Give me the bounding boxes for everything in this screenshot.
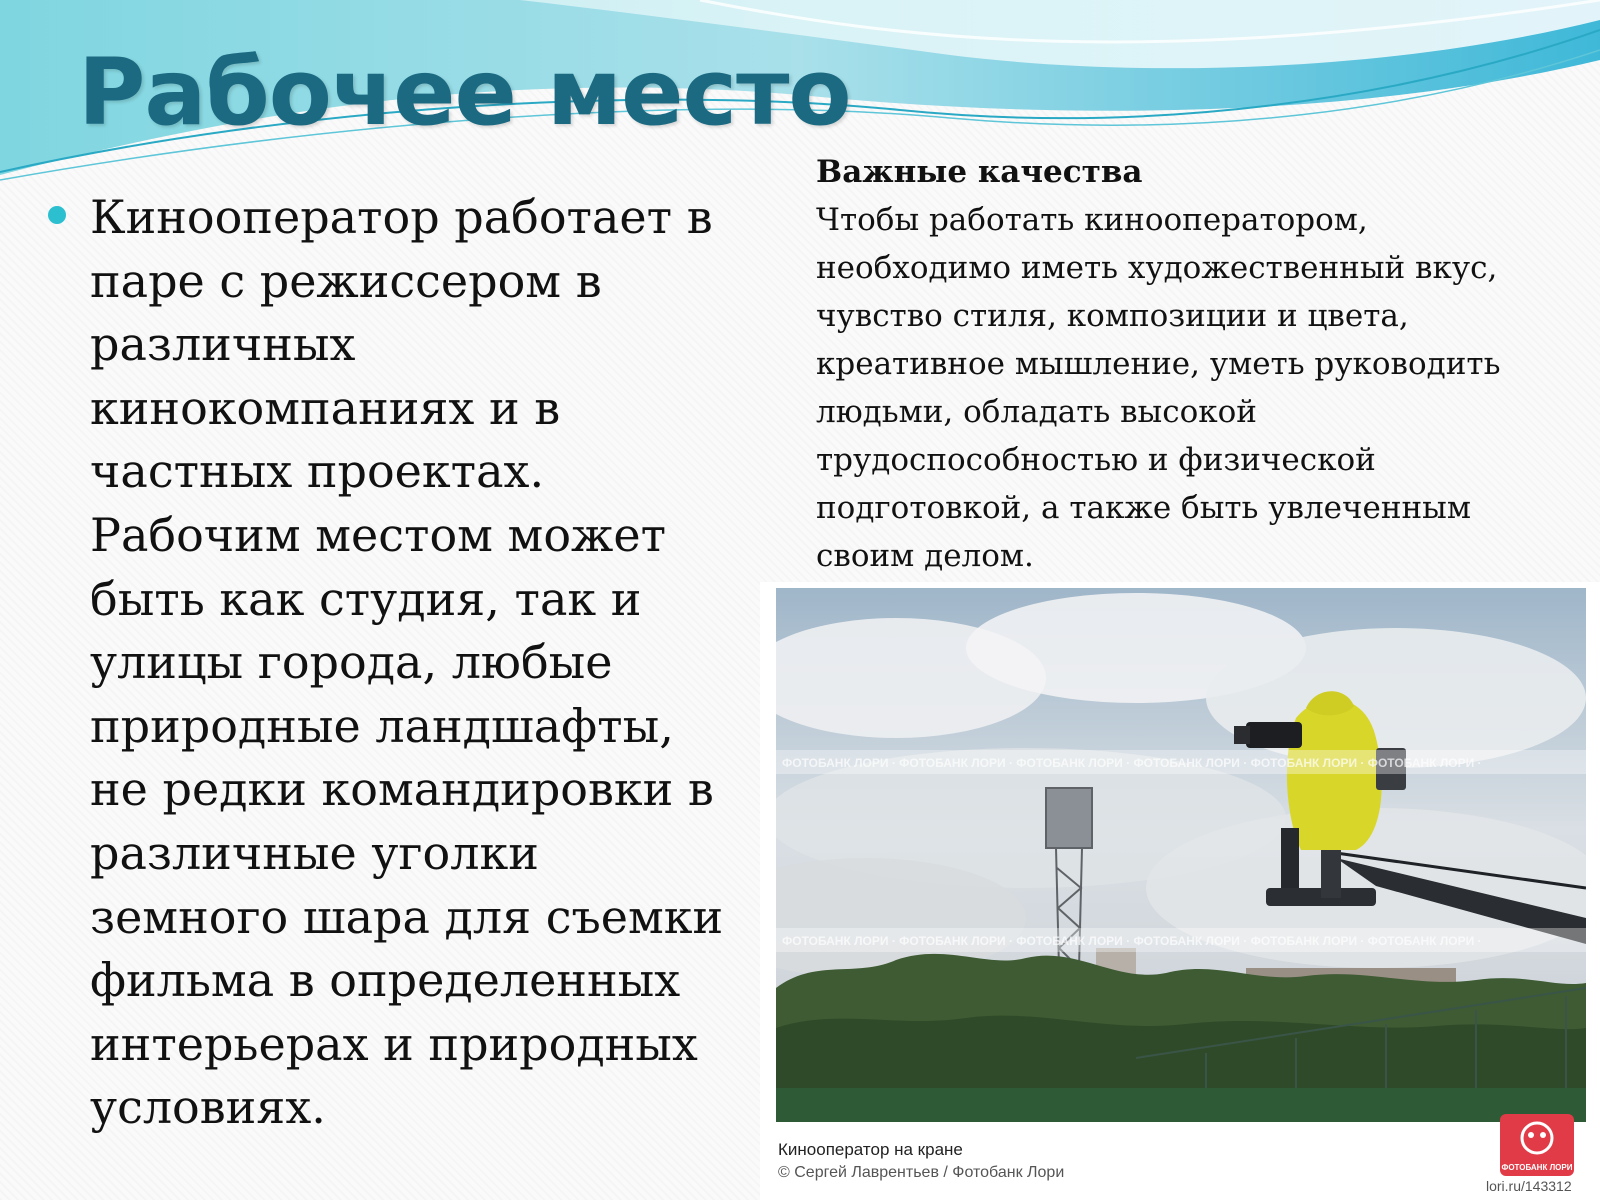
- qualities-block: [816, 148, 1592, 580]
- qualities-line: креативное мышление, уметь руководить: [816, 346, 1501, 382]
- qualities-line: необходимо иметь художественный вкус,: [816, 250, 1498, 286]
- bullet-marker: [48, 206, 66, 224]
- qualities-line: трудоспособностью и физической: [816, 442, 1376, 478]
- qualities-line: чувство стиля, композиции и цвета,: [816, 298, 1409, 334]
- watermark-band: ФОТОБАНК ЛОРИ · ФОТОБАНК ЛОРИ · ФОТОБАНК ЛОРИ · ФОТОБАНК ЛОРИ · ФОТОБАНК ЛОРИ · ФОТОБАНК ЛОРИ ·: [782, 756, 1482, 770]
- qualities-line: подготовкой, а также быть увлеченным: [816, 490, 1471, 526]
- qualities-heading: Важные качества: [816, 154, 1143, 190]
- lori-logo-text: ФОТОБАНК ЛОРИ: [1501, 1163, 1573, 1172]
- lori-logo-icon: [1500, 1114, 1574, 1176]
- photo-caption: Кинооператор на кране: [778, 1140, 963, 1159]
- bullet-list: [44, 186, 734, 1140]
- photo-credit: © Сергей Лаврентьев / Фотобанк Лори: [778, 1164, 1065, 1181]
- lori-mascot-icon: [1500, 1114, 1574, 1164]
- qualities-line: своим делом.: [816, 538, 1034, 574]
- bullet-text: Кинооператор работает в паре с режиссером в различных кинокомпаниях и в частных проектах. Рабочим местом может быть как студия, так и улицы города, любые природные ландшафты, не редки командировки в различные уголки земного шара для съемки фильма в определенных интерьерах и природных условиях.: [90, 190, 724, 1135]
- page-title: Рабочее место: [78, 39, 851, 146]
- watermark-band: ФОТОБАНК ЛОРИ · ФОТОБАНК ЛОРИ · ФОТОБАНК ЛОРИ · ФОТОБАНК ЛОРИ · ФОТОБАНК ЛОРИ · ФОТОБАНК ЛОРИ ·: [782, 934, 1482, 948]
- qualities-line: людьми, обладать высокой: [816, 394, 1257, 430]
- qualities-line: Чтобы работать кинооператором,: [816, 202, 1368, 238]
- cameraman-crane-photo: [776, 588, 1586, 1122]
- photo-url: lori.ru/143312: [1486, 1178, 1572, 1194]
- photo-card: [760, 582, 1600, 1200]
